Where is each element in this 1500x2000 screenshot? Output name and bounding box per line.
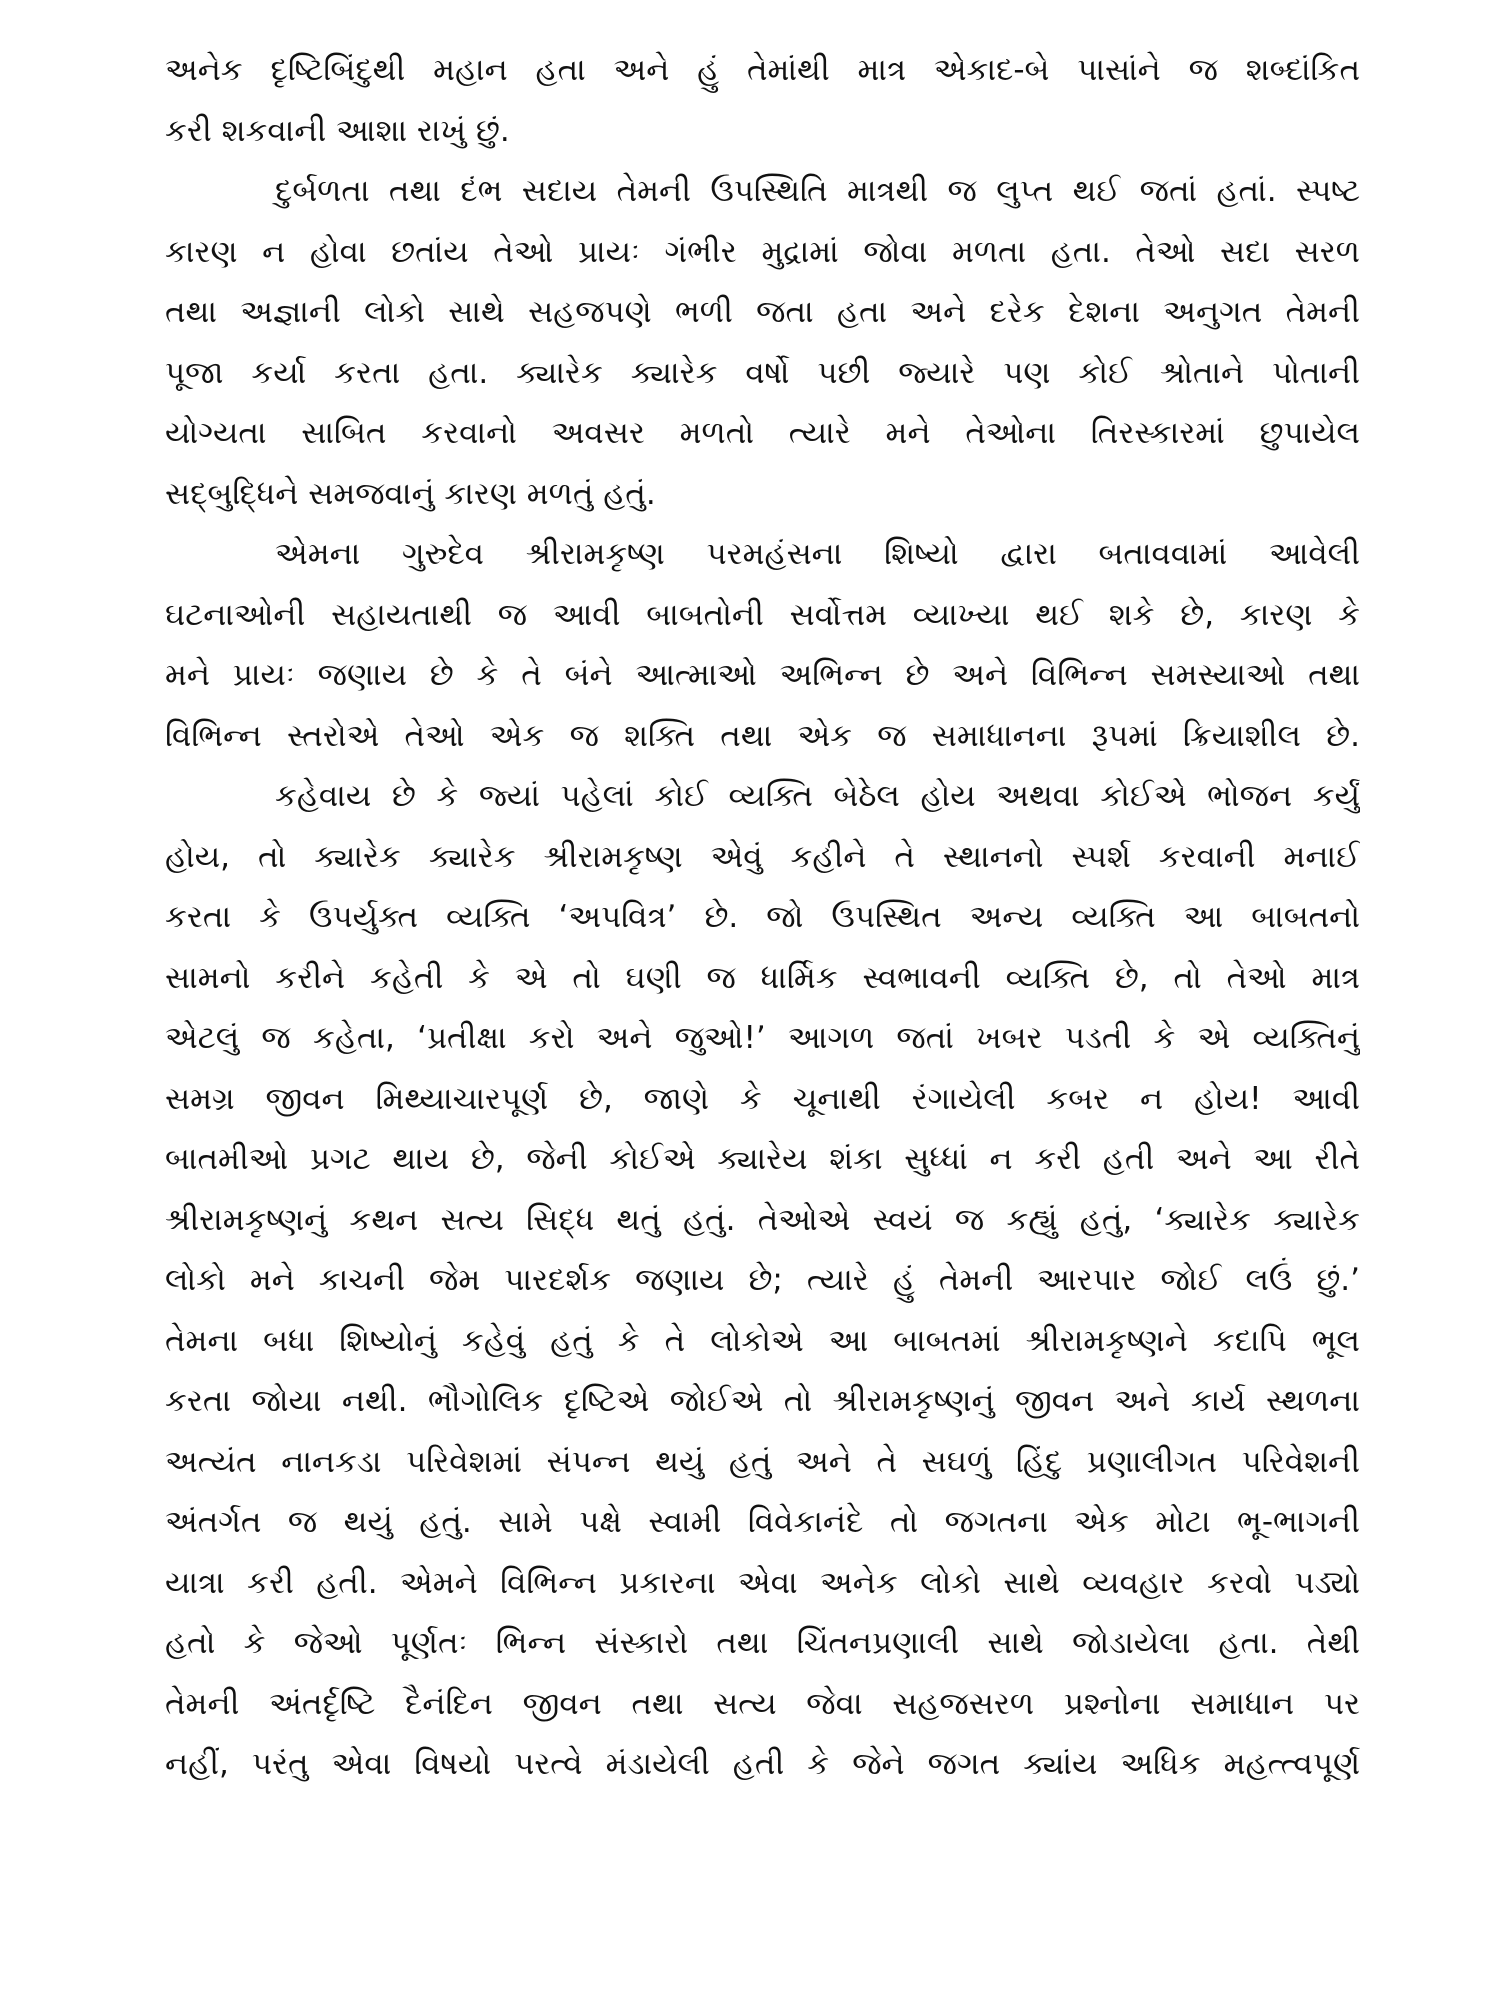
text-line: અનેક દૃષ્ટિબિંદુથી મહાન હતા અને હું તેમાંથી માત્ર એકાદ-બે પાસાંને જ શબ્દાંકિત	[165, 52, 1360, 88]
text-line: સમગ્ર જીવન મિથ્યાચારપૂર્ણ છે, જાણે કે ચૂનાથી રંગાયેલી કબર ન હોય! આવી	[165, 1080, 1360, 1117]
text-line: કારણ ન હોવા છતાંય તેઓ પ્રાયઃ ગંભીર મુદ્રામાં જોવા મળતા હતા. તેઓ સદા સરળ	[165, 233, 1360, 270]
text-line: સદ્બુદ્ધિને સમજવાનું કારણ મળતું હતું.	[165, 475, 656, 512]
text-line: તથા અજ્ઞાની લોકો સાથે સહજપણે ભળી જતા હતા અને દરેક દેશના અનુગત તેમની	[165, 294, 1360, 330]
text-line: સામનો કરીને કહેતી કે એ તો ઘણી જ ધાર્મિક સ્વભાવની વ્યક્તિ છે, તો તેઓ માત્ર	[165, 959, 1360, 996]
text-line: એટલું જ કહેતા, ‘પ્રતીક્ષા કરો અને જુઓ!’ આગળ જતાં ખબર પડતી કે એ વ્યક્તિનું	[165, 1020, 1360, 1056]
text-line: નહીં, પરંતુ એવા વિષયો પરત્વે મંડાયેલી હતી કે જેને જગત ક્યાંય અધિક મહત્ત્વપૂર્ણ	[165, 1746, 1360, 1782]
text-line: કરતા કે ઉપર્યુક્ત વ્યક્તિ ‘અપવિત્ર’ છે. જો ઉપસ્થિત અન્ય વ્યક્તિ આ બાબતનો	[165, 899, 1360, 935]
text-line: હોય, તો ક્યારેક ક્યારેક શ્રીરામકૃષ્ણ એવું કહીને તે સ્થાનનો સ્પર્શ કરવાની મનાઈ	[165, 838, 1360, 875]
text-line: લોકો મને કાચની જેમ પારદર્શક જણાય છે; ત્યારે હું તેમની આરપાર જોઈ લઉં છું.’	[165, 1262, 1360, 1298]
text-line: યાત્રા કરી હતી. એમને વિભિન્ન પ્રકારના એવા અનેક લોકો સાથે વ્યવહાર કરવો પડ્યો	[165, 1564, 1360, 1601]
text-line: તેમની અંતર્દૃષ્ટિ દૈનંદિન જીવન તથા સત્ય જેવા સહજસરળ પ્રશ્નોના સમાધાન પર	[165, 1685, 1360, 1722]
text-line: યોગ્યતા સાબિત કરવાનો અવસર મળતો ત્યારે મને તેઓના તિરસ્કારમાં છુપાયેલ	[165, 415, 1360, 451]
text-line: વિભિન્ન સ્તરોએ તેઓ એક જ શક્તિ તથા એક જ સમાધાનના રૂપમાં ક્રિયાશીલ છે.	[165, 717, 1360, 754]
text-line: કરી શકવાની આશા રાખું છું.	[165, 112, 510, 149]
text-line: પૂજા કર્યા કરતા હતા. ક્યારેક ક્યારેક વર્ષો પછી જ્યારે પણ કોઈ શ્રોતાને પોતાની	[165, 354, 1360, 391]
text-line: તેમના બધા શિષ્યોનું કહેવું હતું કે તે લોકોએ આ બાબતમાં શ્રીરામકૃષ્ણને કદાપિ ભૂલ	[165, 1322, 1360, 1359]
text-line: ઘટનાઓની સહાયતાથી જ આવી બાબતોની સર્વોત્તમ વ્યાખ્યા થઈ શકે છે, કારણ કે	[165, 596, 1360, 633]
text-line: અત્યંત નાનકડા પરિવેશમાં સંપન્ન થયું હતું અને તે સઘળું હિંદુ પ્રણાલીગત પરિવેશની	[165, 1443, 1360, 1480]
text-line: શ્રીરામકૃષ્ણનું કથન સત્ય સિદ્ધ થતું હતું. તેઓએ સ્વયં જ કહ્યું હતું, ‘ક્યારેક ક્યારેક	[165, 1201, 1360, 1238]
body-text	[165, 40, 1360, 1795]
paragraph-start-line: દુર્બળતા તથા દંભ સદાય તેમની ઉપસ્થિતિ માત્રથી જ લુપ્ત થઈ જતાં હતાં. સ્પષ્ટ	[275, 173, 1360, 209]
paragraph-start-line: એમના ગુરુદેવ શ્રીરામકૃષ્ણ પરમહંસના શિષ્યો દ્વારા બતાવવામાં આવેલી	[275, 536, 1360, 572]
paragraph-start-line: કહેવાય છે કે જ્યાં પહેલાં કોઈ વ્યક્તિ બેઠેલ હોય અથવા કોઈએ ભોજન કર્યું	[275, 778, 1360, 814]
text-line: બાતમીઓ પ્રગટ થાય છે, જેની કોઈએ ક્યારેય શંકા સુધ્ધાં ન કરી હતી અને આ રીતે	[165, 1141, 1360, 1177]
text-line: કરતા જોયા નથી. ભૌગોલિક દૃષ્ટિએ જોઈએ તો શ્રીરામકૃષ્ણનું જીવન અને કાર્ય સ્થળના	[165, 1383, 1360, 1419]
text-line: હતો કે જેઓ પૂર્ણતઃ ભિન્ન સંસ્કારો તથા ચિંતનપ્રણાલી સાથે જોડાયેલા હતા. તેથી	[165, 1625, 1360, 1661]
text-line: અંતર્ગત જ થયું હતું. સામે પક્ષે સ્વામી વિવેકાનંદે તો જગતના એક મોટા ભૂ-ભાગની	[165, 1504, 1360, 1540]
text-line: મને પ્રાયઃ જણાય છે કે તે બંને આત્માઓ અભિન્ન છે અને વિભિન્ન સમસ્યાઓ તથા	[165, 657, 1360, 693]
